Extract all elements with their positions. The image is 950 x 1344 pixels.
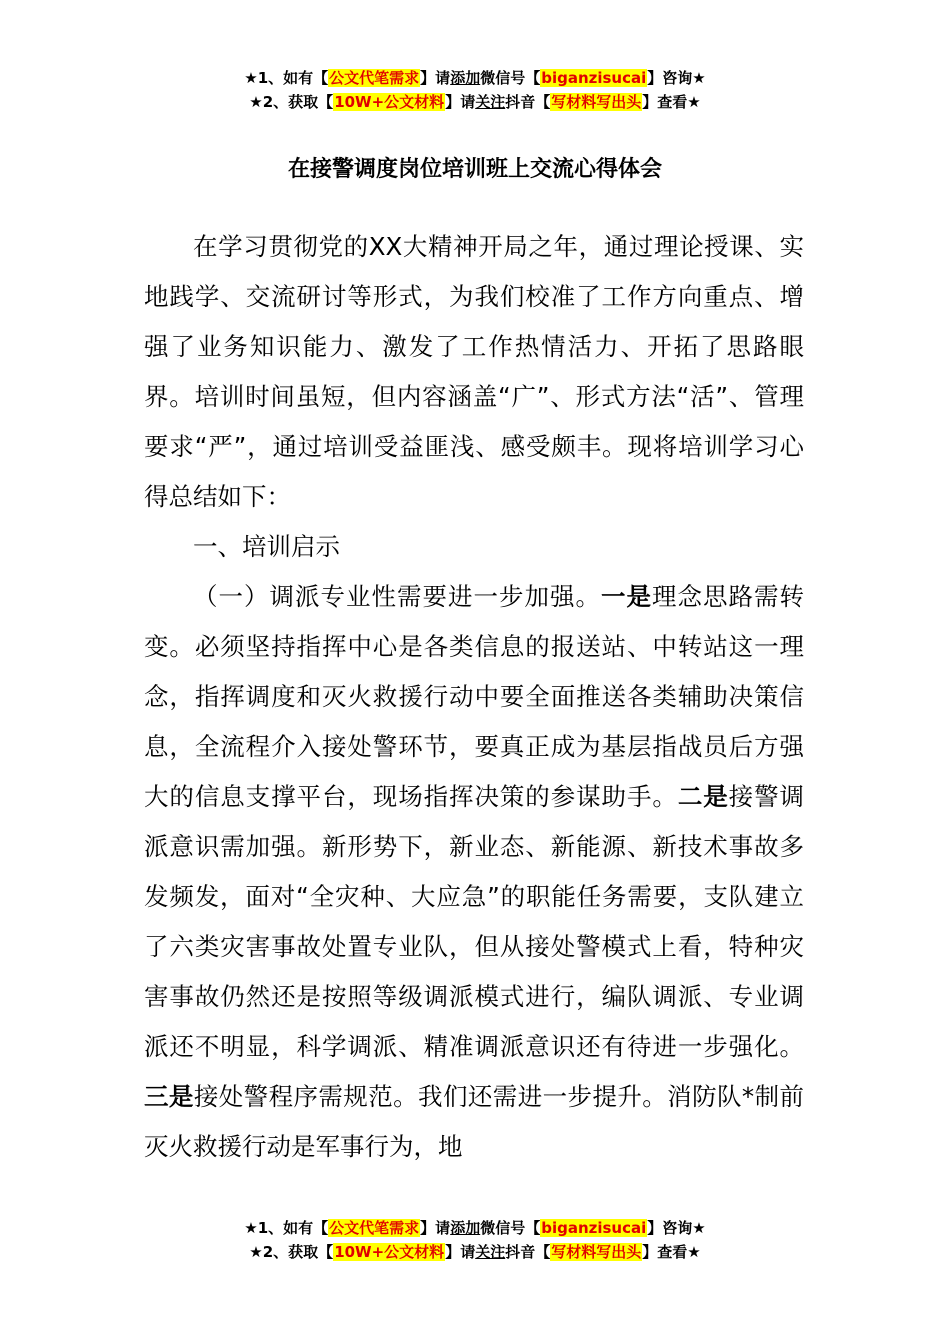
bold-point-label: 一是: [601, 582, 652, 611]
highlight-text: 公文代笔需求: [329, 69, 420, 87]
emphasis-text: 关注: [475, 93, 506, 111]
banner-line-1: [0, 66, 950, 90]
banner-text: 微信号【: [480, 69, 541, 87]
document-body: [144, 222, 804, 1172]
emphasis-text: 添加: [450, 69, 481, 87]
banner-text: 抖音【: [505, 1243, 551, 1261]
highlight-text: biganzisucai: [541, 69, 647, 87]
banner-text: 】咨询★: [647, 69, 706, 87]
banner-text: 】查看★: [642, 1243, 701, 1261]
banner-line-2: [0, 90, 950, 114]
banner-text: ★2、获取【: [249, 93, 334, 111]
footer-banner: [0, 1216, 950, 1264]
banner-text: 】请: [420, 69, 451, 87]
highlight-text: 公文代笔需求: [329, 1219, 420, 1237]
banner-text: 微信号【: [480, 1219, 541, 1237]
emphasis-text: 关注: [475, 1243, 506, 1261]
highlight-text: biganzisucai: [541, 1219, 647, 1237]
banner-text: 】请: [445, 1243, 476, 1261]
paragraph-text: 理念思路需转变。必须坚持指挥中心是各类信息的报送站、中转站这一理念，指挥调度和灭火救援行动中要全面推送各类辅助决策信息，全流程介入接处警环节，要真正成为基层指战员后方强大的信息支撑平台，现场指挥决策的参谋助手。: [144, 582, 804, 811]
paragraph-section-1: [144, 572, 804, 1172]
banner-text: ★1、如有【: [244, 1219, 329, 1237]
document-title: 在接警调度岗位培训班上交流心得体会: [287, 157, 662, 182]
banner-text: 】请: [445, 93, 476, 111]
bold-point-label: 三是: [144, 1082, 194, 1111]
highlight-text: 10W+公文材料: [334, 93, 445, 111]
bold-point-label: 二是: [677, 782, 729, 811]
paragraph-intro: 在学习贯彻党的XX大精神开局之年，通过理论授课、实地践学、交流研讨等形式，为我们校准了工作方向重点、增强了业务知识能力、激发了工作热情活力、开拓了思路眼界。培训时间虽短，但内容涵盖“广”、形式方法“活”、管理要求“严”，通过培训受益匪浅、感受颇丰。现将培训学习心得总结如下：: [144, 232, 804, 511]
paragraph-text: 接警调派意识需加强。新形势下，新业态、新能源、新技术事故多发频发，面对“全灾种、大应急”的职能任务需要，支队建立了六类灾害事故处置专业队，但从接处警模式上看，特种灾害事故仍然还是按照等级调派模式进行，编队调派、专业调派还不明显，科学调派、精准调派意识还有待进一步强化。: [144, 782, 805, 1061]
banner-text: 】查看★: [642, 93, 701, 111]
banner-text: 抖音【: [505, 93, 551, 111]
emphasis-text: 添加: [450, 1219, 481, 1237]
banner-text: ★1、如有【: [244, 69, 329, 87]
highlight-text: 10W+公文材料: [334, 1243, 445, 1261]
highlight-text: 写材料写出头: [551, 93, 642, 111]
highlight-text: 写材料写出头: [551, 1243, 642, 1261]
banner-text: 】咨询★: [647, 1219, 706, 1237]
banner-line-1: [0, 1216, 950, 1240]
banner-text: ★2、获取【: [249, 1243, 334, 1261]
paragraph-text: 接处警程序需规范。我们还需进一步提升。消防队*制前灭火救援行动是军事行为，地: [144, 1082, 804, 1161]
banner-text: 】请: [420, 1219, 451, 1237]
subsection-heading: （一）调派专业性需要进一步加强。: [193, 582, 601, 611]
section-heading: 一、培训启示: [193, 532, 340, 561]
banner-line-2: [0, 1240, 950, 1264]
header-banner: [0, 66, 950, 114]
